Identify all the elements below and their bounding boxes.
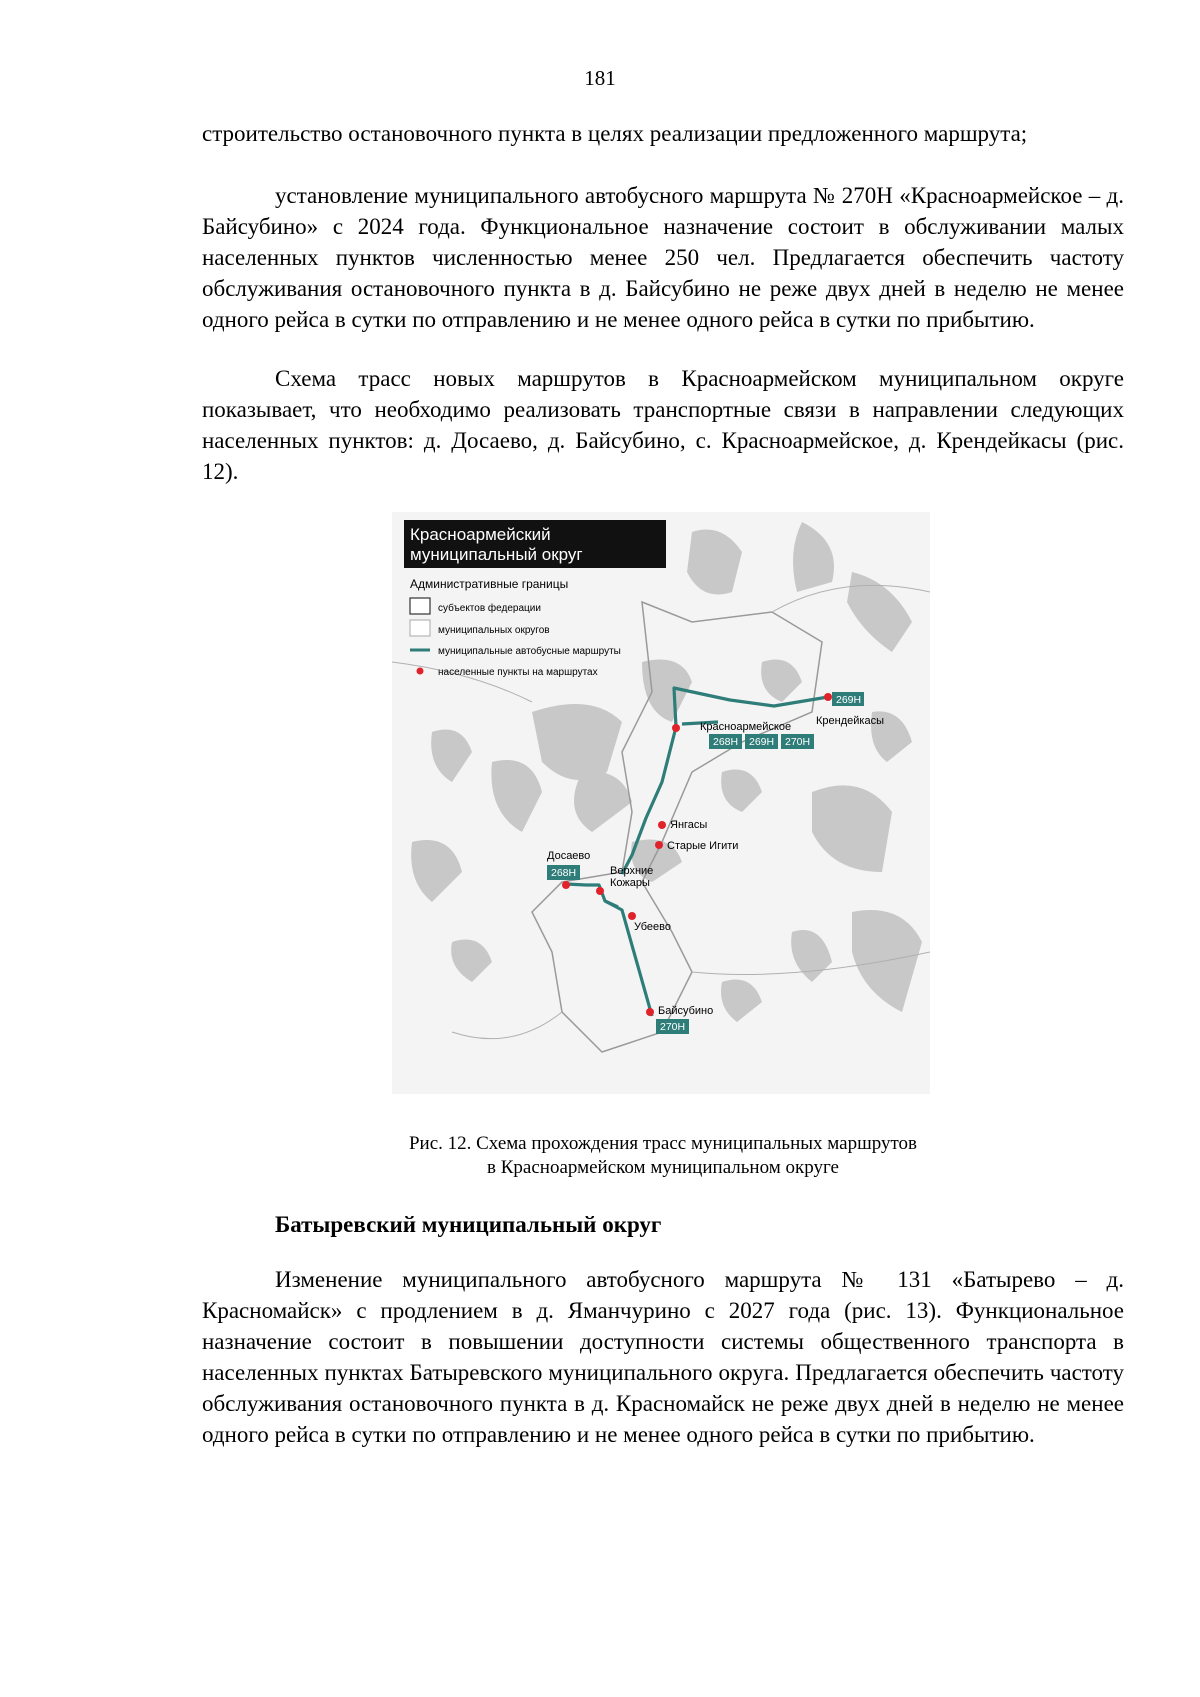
paragraph-2: установление муниципального автобусного маршрута № 270Н «Красноармейское – д. Байсубино» с 2024 года. Функциональное назначение состоит в обслуживании малых населенных пунктов численностью менее 250 чел. Предлагается обеспечить частоту обслуживания остановочного пункта в д. Байсубино не реже двух дней в неделю не менее одного рейса в сутки по отправлению и не менее одного рейса в сутки по прибытию. <box>202 183 1124 332</box>
badge-268-dosaevo: 268Н <box>551 867 577 879</box>
settlement-dosaevo <box>562 881 570 889</box>
section-heading: Батыревский муниципальный округ <box>275 1212 662 1237</box>
legend-item-federal: субъектов федерации <box>438 603 541 614</box>
badge-270-krasnoarmeiskoe: 270Н <box>785 736 811 748</box>
label-krasnoarmeiskoe: Красноармейское <box>700 721 792 733</box>
legend-item-settlements: населенные пункты на маршрутах <box>438 667 598 678</box>
settlement-ubeevo <box>628 912 636 920</box>
label-yangasy: Янгасы <box>670 819 708 831</box>
badge-269-krendeikasy: 269Н <box>836 694 862 706</box>
badge-270-baisubino: 270Н <box>660 1021 686 1033</box>
settlement-yangasy <box>658 821 666 829</box>
settlement-starye-igiti <box>655 841 663 849</box>
label-baisubino: Байсубино <box>658 1005 714 1017</box>
settlement-baisubino <box>646 1008 654 1016</box>
map-title-line1: Красноармейский <box>410 525 551 544</box>
caption-line-1: Рис. 12. Схема прохождения трасс муниципальных маршрутов <box>408 1133 918 1154</box>
label-starye-igiti: Старые Игити <box>667 840 739 852</box>
map-title-line2: муниципальный округ <box>410 545 583 564</box>
legend-item-routes: муниципальные автобусные маршруты <box>438 646 621 657</box>
badge-269-krasnoarmeiskoe: 269Н <box>749 736 775 748</box>
label-ubeevo: Убеево <box>634 921 671 933</box>
route-map <box>392 512 930 1094</box>
label-kozhary: Кожары <box>610 877 650 889</box>
paragraph-4: Изменение муниципального автобусного маршрута № 131 «Батырево – д. Красномайск» с продлением в д. Яманчурино с 2027 года (рис. 13). Функциональное назначение состоит в повышении доступности системы общественного транспорта в населенных пунктах Батыревского муниципального округа. Предлагается обеспечить частоту обслуживания остановочного пункта в д. Красномайск не реже двух дней в неделю не менее одного рейса в сутки по отправлению и не менее одного рейса в сутки по прибытию. <box>202 1267 1124 1447</box>
paragraph-3: Схема трасс новых маршрутов в Красноармейском муниципальном округе показывает, что необходимо реализовать транспортные связи в направлении следующих населенных пунктов: д. Досаево, д. Байсубино, с. Красноармейское, д. Крендейкасы (рис. 12). <box>202 366 1124 484</box>
settlement-krendeikasy <box>824 693 832 701</box>
label-dosaevo: Досаево <box>547 850 591 862</box>
label-krendeikasy: Крендейкасы <box>816 715 884 727</box>
paragraph-1: строительство остановочного пункта в целях реализации предложенного маршрута; <box>202 121 1028 146</box>
label-verkhnie: Верхние <box>610 865 654 877</box>
settlement-krasnoarmeiskoe <box>672 724 680 732</box>
page-number: 181 <box>584 66 616 90</box>
badge-268-krasnoarmeiskoe: 268Н <box>713 736 739 748</box>
settlement-verkhnie-kozhary <box>596 887 604 895</box>
caption-line-2: в Красноармейском муниципальном округе <box>487 1157 839 1178</box>
legend-heading: Административные границы <box>410 577 569 591</box>
figure-caption <box>202 1132 1124 1180</box>
legend-item-municipal: муниципальных округов <box>438 625 550 636</box>
